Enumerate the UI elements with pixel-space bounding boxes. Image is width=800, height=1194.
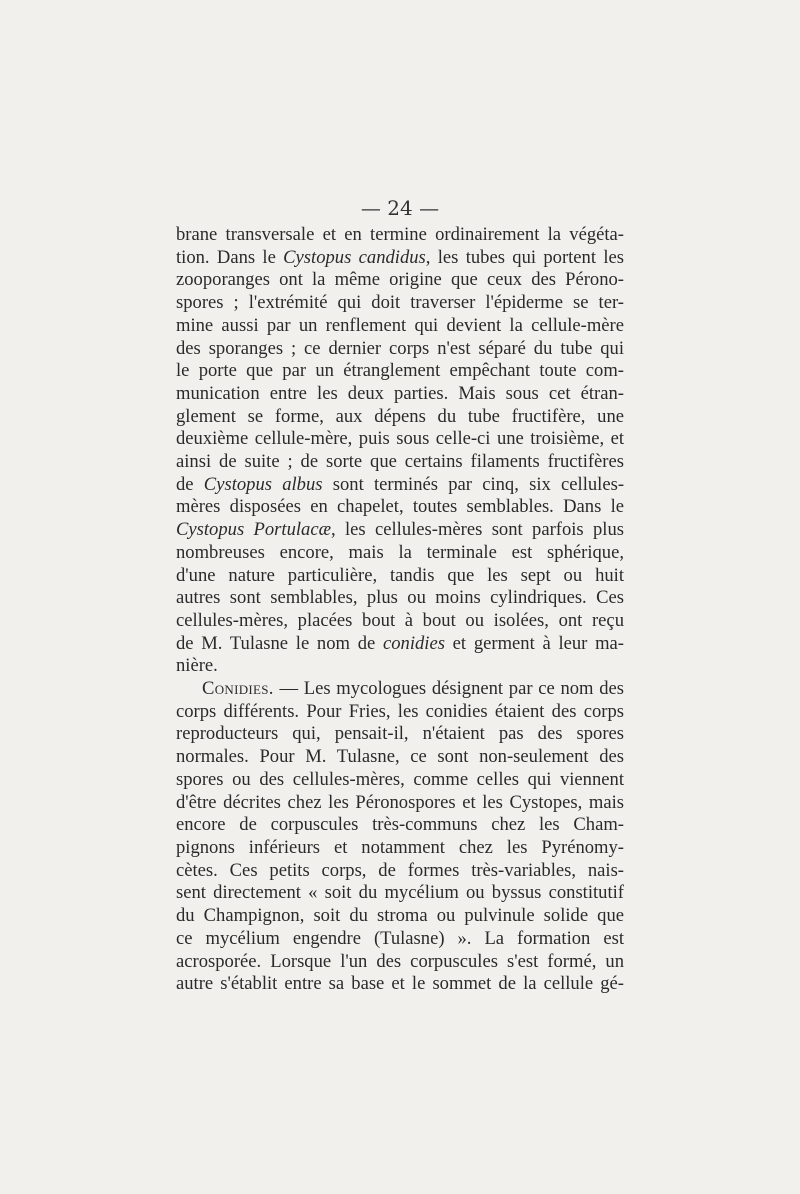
text-line <box>176 360 624 383</box>
text-line <box>176 837 624 860</box>
text-line <box>176 338 624 361</box>
text-run: glement se forme, aux dépens du tube fructifère, une <box>176 405 624 427</box>
text-line <box>176 224 624 247</box>
text-line <box>176 792 624 815</box>
text-line <box>176 860 624 883</box>
text-run: pignons inférieurs et notamment chez les Pyrénomy- <box>176 836 624 858</box>
text-line <box>176 315 624 338</box>
text-run: autres sont semblables, plus ou moins cylindriques. Ces <box>176 587 624 609</box>
text-run: sent directement « soit du mycélium ou byssus constitutif <box>176 882 624 904</box>
text-run: sont terminés par cinq, six cellules- <box>322 473 625 495</box>
text-run: deuxième cellule-mère, puis sous celle-ci une troisième, et <box>176 428 624 450</box>
text-run: , les tubes qui portent les <box>425 246 624 268</box>
text-line <box>176 292 624 315</box>
text-run: ce mycélium engendre (Tulasne) ». La formation est <box>176 927 624 949</box>
text-run: de <box>176 473 204 495</box>
text-run: mine aussi par un renflement qui devient la cellule-mère <box>176 314 624 336</box>
text-line <box>176 269 624 292</box>
text-run: acrosporée. Lorsque l'un des corpuscules s'est formé, un <box>176 950 624 972</box>
text-run: ainsi de suite ; de sorte que certains filaments fructifères <box>176 451 624 473</box>
text-run: du Champignon, soit du stroma ou pulvinule solide que <box>176 905 624 927</box>
text-line <box>176 519 624 542</box>
text-run: de M. Tulasne le nom de <box>176 632 383 654</box>
text-run: d'être décrites chez les Péronospores et les Cystopes, mais <box>176 791 624 813</box>
text-run: spores ; l'extrémité qui doit traverser l'épiderme se ter- <box>176 292 624 314</box>
text-line <box>176 814 624 837</box>
text-line <box>176 474 624 497</box>
text-run: le porte que par un étranglement empêchant toute com- <box>176 360 624 382</box>
italic-term: Cystopus candidus <box>283 246 426 268</box>
text-line <box>176 587 624 610</box>
text-run: des sporanges ; ce dernier corps n'est séparé du tube qui <box>176 337 624 359</box>
text-run: cellules-mères, placées bout à bout ou isolées, ont reçu <box>176 609 624 631</box>
text-line <box>176 633 624 656</box>
text-run: , les cellules-mères sont parfois plus <box>331 519 624 541</box>
text-line <box>176 451 624 474</box>
text-run: d'une nature particulière, tandis que les sept ou huit <box>176 564 624 586</box>
text-line <box>176 247 624 270</box>
text-line <box>176 928 624 951</box>
text-run: cètes. Ces petits corps, de formes très-variables, nais- <box>176 859 624 881</box>
text-line <box>176 951 624 974</box>
body-text <box>176 224 624 996</box>
text-run: nombreuses encore, mais la terminale est sphérique, <box>176 541 624 563</box>
text-line <box>176 428 624 451</box>
section-heading: Conidies. <box>202 678 274 700</box>
text-line <box>176 542 624 565</box>
text-line <box>176 496 624 519</box>
italic-term: conidies <box>382 632 445 654</box>
page-number: — 24 — <box>360 196 440 220</box>
text-run: tion. Dans le <box>176 246 284 268</box>
text-run: corps différents. Pour Fries, les conidies étaient des corps <box>176 700 624 722</box>
text-run: mères disposées en chapelet, toutes semblables. Dans le <box>176 496 624 518</box>
italic-term: Cystopus albus <box>203 473 323 495</box>
text-line <box>176 565 624 588</box>
text-line <box>176 746 624 769</box>
text-run: autre s'établit entre sa base et le sommet de la cellule gé- <box>176 973 624 995</box>
text-line <box>176 723 624 746</box>
text-line <box>176 406 624 429</box>
text-line <box>176 769 624 792</box>
text-run: normales. Pour M. Tulasne, ce sont non-seulement des <box>176 746 624 768</box>
text-line <box>176 701 624 724</box>
text-run: brane transversale et en termine ordinairement la végéta- <box>176 224 624 245</box>
text-run: spores ou des cellules-mères, comme celles qui viennent <box>176 768 624 790</box>
italic-term: Cystopus Portulacæ <box>176 519 331 541</box>
text-run: et germent à leur ma- <box>444 632 624 654</box>
text-line <box>176 882 624 905</box>
text-line <box>176 383 624 406</box>
text-run: munication entre les deux parties. Mais sous cet étran- <box>176 382 624 404</box>
text-run: zooporanges ont la même origine que ceux des Pérono- <box>176 269 624 291</box>
text-run: nière. <box>176 655 218 677</box>
text-line <box>176 610 624 633</box>
text-run: reproducteurs qui, pensait-il, n'étaient pas des spores <box>176 723 624 745</box>
text-line <box>176 973 624 996</box>
text-run: encore de corpuscules très-communs chez les Cham- <box>176 814 624 836</box>
text-line <box>176 655 624 678</box>
text-line <box>176 678 624 701</box>
text-run: — Les mycologues désignent par ce nom des <box>273 678 624 700</box>
text-line <box>176 905 624 928</box>
